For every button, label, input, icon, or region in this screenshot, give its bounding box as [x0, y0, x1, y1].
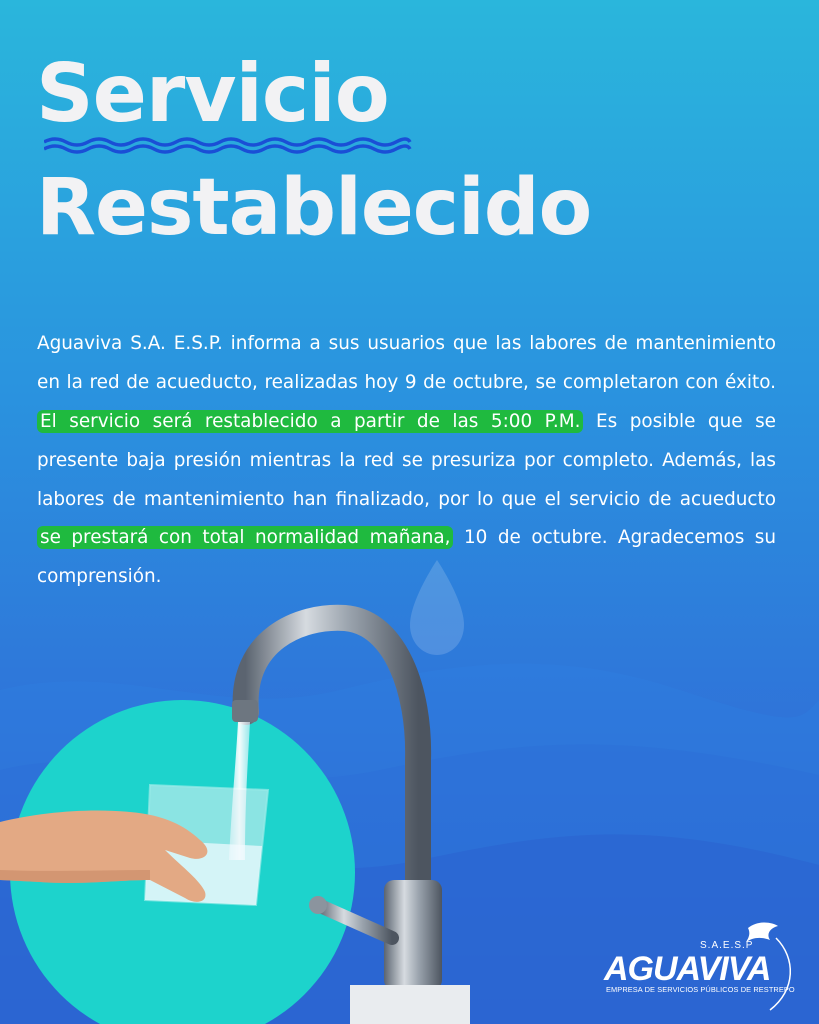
- title-line-1: Servicio: [36, 47, 389, 140]
- logo-tagline: EMPRESA DE SERVICIOS PÚBLICOS DE RESTREPO: [606, 985, 795, 994]
- body-part-3: 10 de octubre. Agradecemos su comprensión.: [37, 527, 777, 588]
- highlight-restore-time: El servicio será restablecido a partir de las 5:00 P.M.: [37, 410, 583, 433]
- logo-name: AGUAVIVA: [604, 950, 771, 988]
- body-part-2: Es posible que se presente baja presión mientras la red se presuriza por completo. Además, las labores de mantenimiento han finalizado, por lo que el servicio de acueducto: [37, 410, 776, 510]
- logo-acronym: S.A.E.S.P: [700, 940, 754, 951]
- body-part-1: Aguaviva S.A. E.S.P. informa a sus usuarios que las labores de mantenimiento en la red de acueducto, realizadas hoy 9 de octubre, se completaron con éxito.: [37, 333, 776, 394]
- highlight-normal-service: se prestará con total normalidad mañana,: [37, 526, 453, 549]
- title-line-2: Restablecido: [36, 163, 592, 253]
